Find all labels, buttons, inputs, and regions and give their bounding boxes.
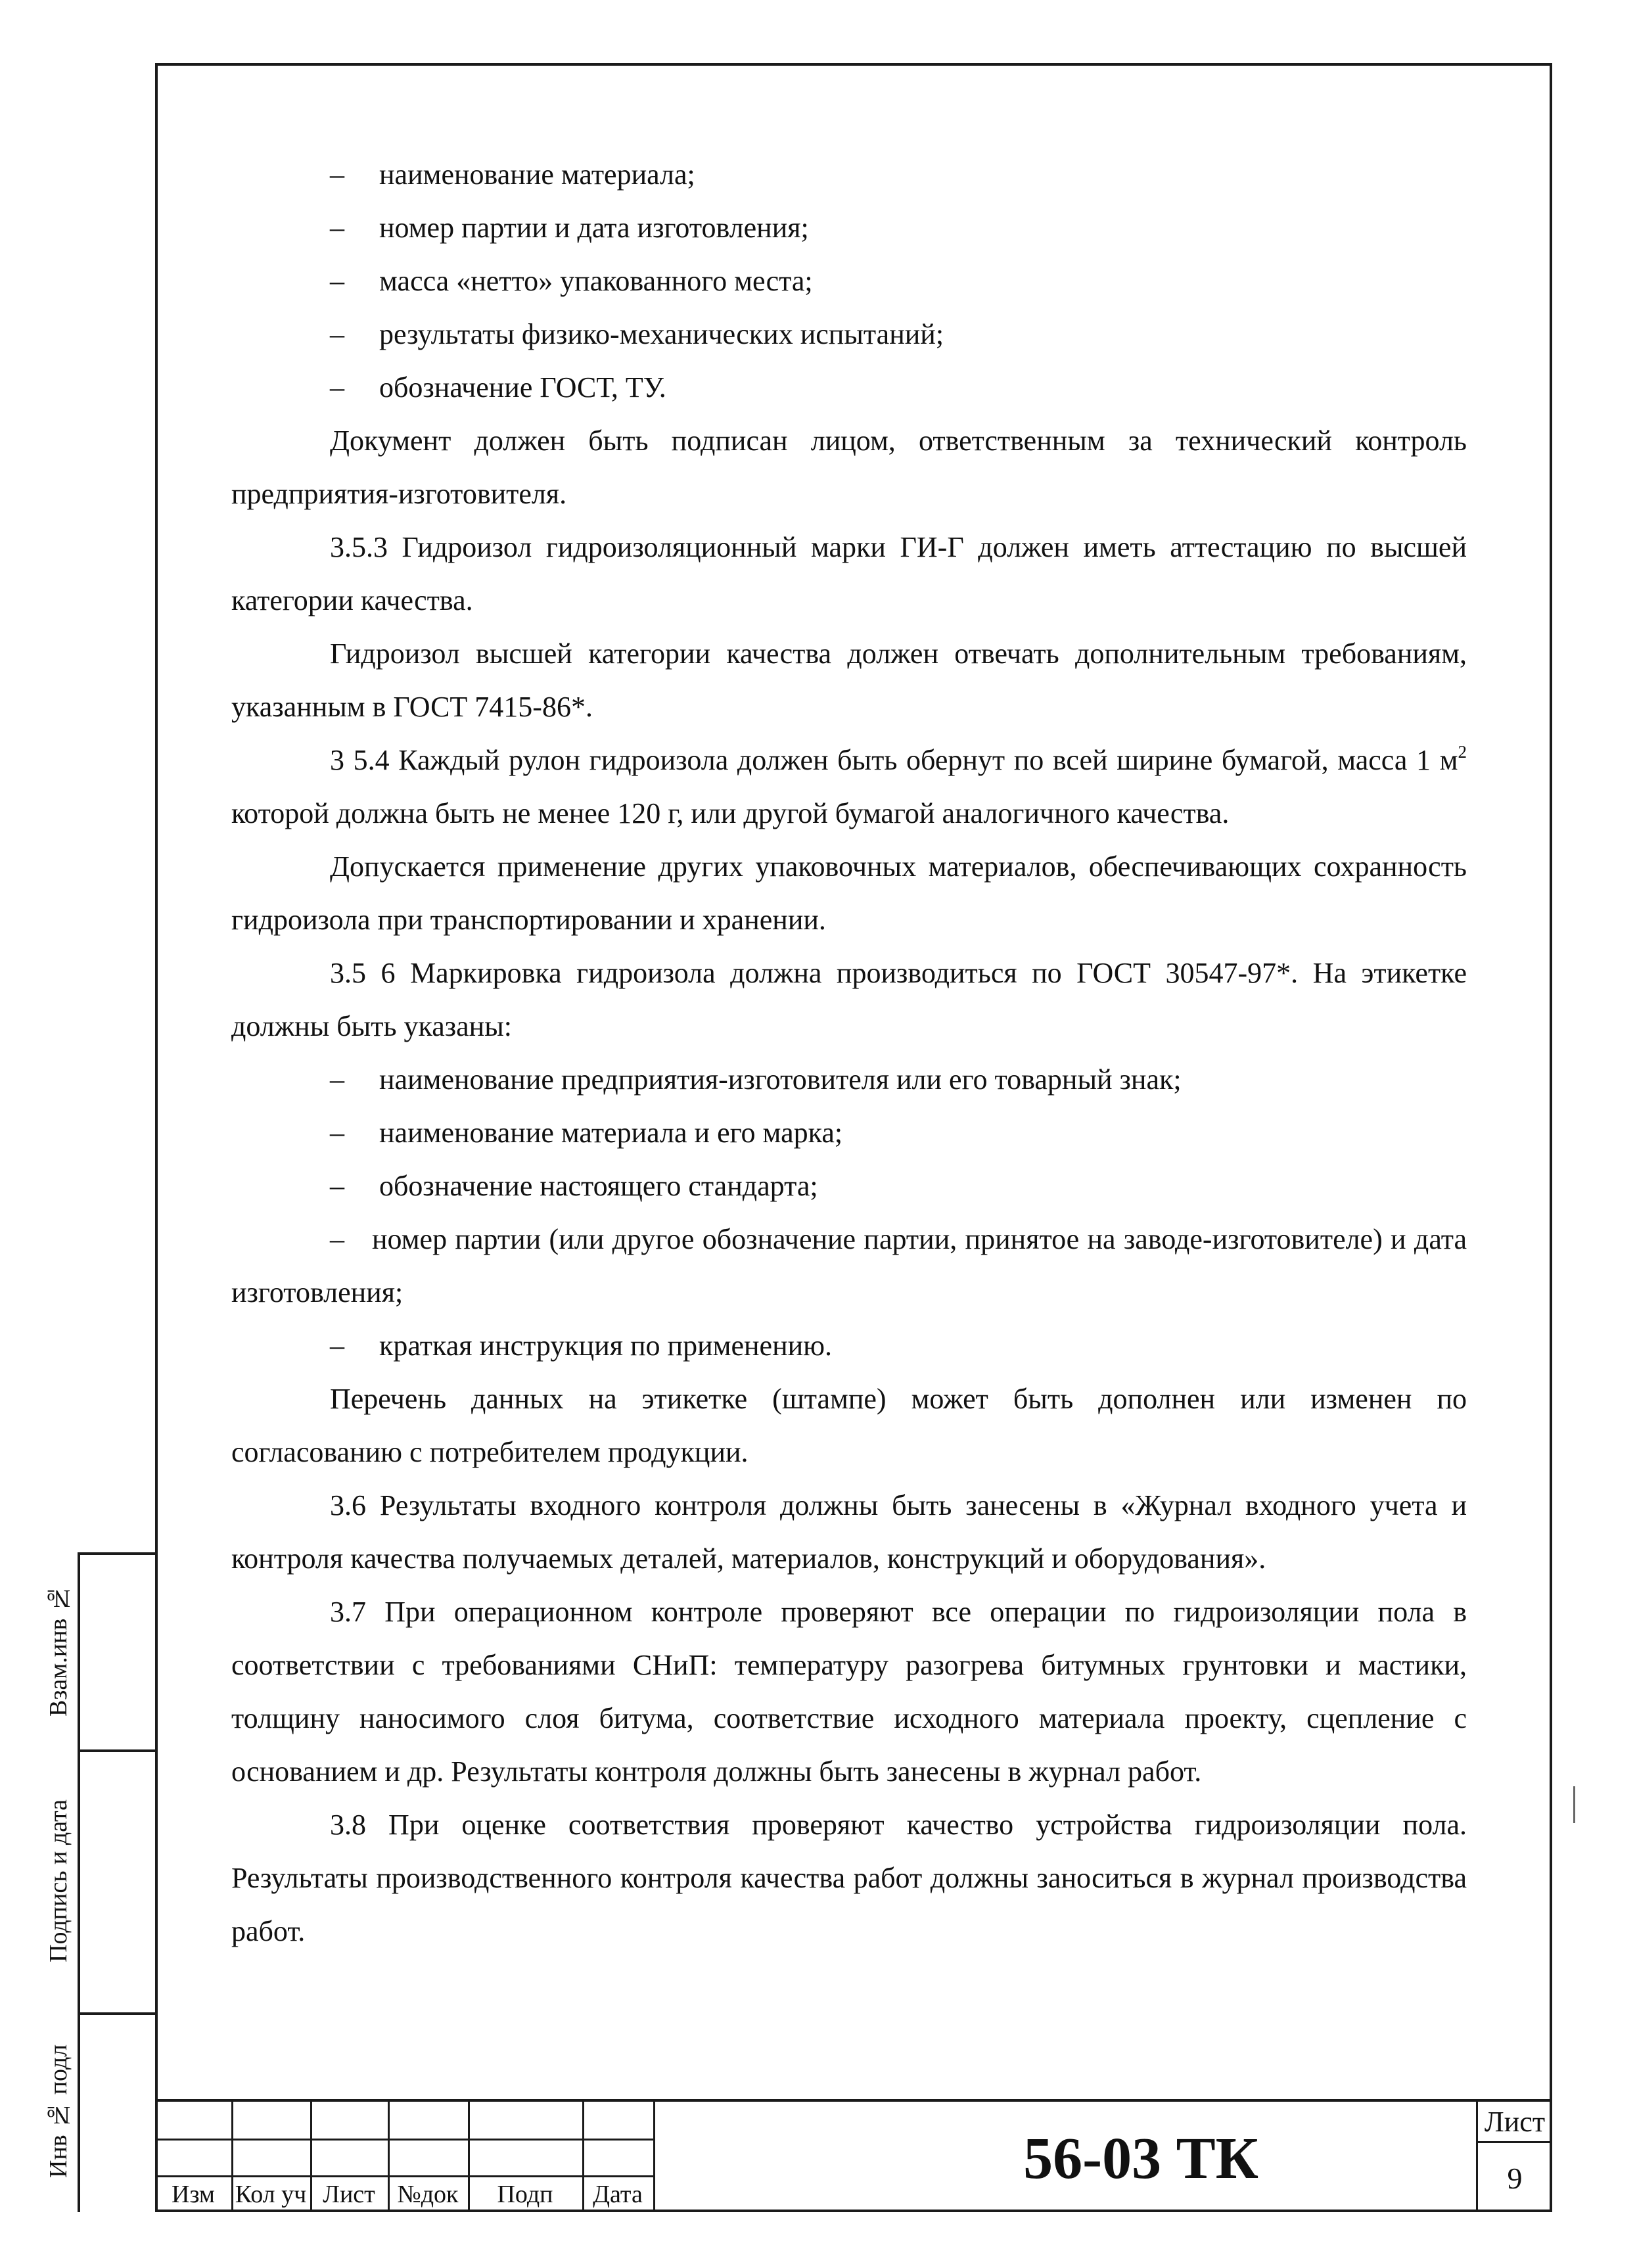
paragraph-3-5-4 xyxy=(231,733,1467,840)
col-label-ndok: №док xyxy=(397,2181,459,2208)
dash-marker: – xyxy=(330,265,344,297)
document-body xyxy=(231,148,1467,1958)
title-block xyxy=(155,2099,1552,2212)
sidebar-label-podpis: Подпись и дата xyxy=(45,1799,72,1963)
paragraph-3-7: 3.7 При операционном контроле проверяют все операции по гидроизоляции пола в соответствии с требованиями СНиП: температуру разогрева битумных грунтовки и мастики, толщину наносимого слоя битума, соответствие исходного материала проекту, сцепление с основанием и др. Результаты контроля должны быть занесены в журнал работ. xyxy=(231,1596,1467,1788)
list-item-text: обозначение настоящего стандарта; xyxy=(379,1170,818,1202)
list-item xyxy=(231,308,1467,361)
col-label-kol-uch: Кол уч xyxy=(235,2181,307,2208)
paragraph-3-5-4-part-a: 3 5.4 Каждый рулон гидроизола должен быть обернут по всей ширине бумагой, масса 1 м xyxy=(330,744,1458,776)
paragraph-document-signed: Документ должен быть подписан лицом, ответственным за технический контроль предприятия-изготовителя. xyxy=(231,425,1467,510)
list-item xyxy=(231,361,1467,414)
dash-marker: – xyxy=(330,212,344,244)
list-material-info xyxy=(231,148,1467,414)
dash-marker: – xyxy=(330,1063,344,1096)
dash-marker: – xyxy=(330,318,344,350)
sidebar-label-vzam: Взам.инв № xyxy=(45,1585,72,1717)
title-block-col-line xyxy=(653,2102,655,2212)
left-margin-stamp xyxy=(0,1552,155,2212)
sidebar-divider xyxy=(78,1552,155,1555)
superscript-2: 2 xyxy=(1458,742,1467,762)
list-item xyxy=(231,148,1467,201)
sheet-number: 9 xyxy=(1507,2162,1523,2195)
list-item xyxy=(231,1319,1467,1372)
list-item-text: обозначение ГОСТ, ТУ. xyxy=(379,371,666,404)
list-item-text: краткая инструкция по применению. xyxy=(379,1330,833,1362)
paragraph-3-5-3: 3.5.3 Гидроизол гидроизоляционный марки ГИ-Г должен иметь аттестацию по высшей категории качества. xyxy=(231,531,1467,616)
dash-marker: – xyxy=(330,1170,344,1202)
paragraph-3-6: 3.6 Результаты входного контроля должны быть занесены в «Журнал входного учета и контроля качества получаемых деталей, материалов, конструкций и оборудования». xyxy=(231,1489,1467,1575)
paragraph-3-5-6: 3.5 6 Маркировка гидроизола должна производиться по ГОСТ 30547-97*. На этикетке должны быть указаны: xyxy=(231,957,1467,1042)
paragraph-list-change: Перечень данных на этикетке (штампе) может быть дополнен или изменен по согласованию с потребителем продукции. xyxy=(231,1383,1467,1468)
col-label-podp: Подп xyxy=(497,2181,553,2208)
paragraph-3-8: 3.8 При оценке соответствия проверяют качество устройства гидроизоляции пола. Результаты производственного контроля качества работ должны заноситься в журнал производства работ. xyxy=(231,1809,1467,1947)
dash-marker: – xyxy=(330,1330,344,1362)
dash-marker: – xyxy=(330,371,344,404)
list-item-text: наименование материала и его марка; xyxy=(379,1117,843,1149)
col-label-data: Дата xyxy=(593,2181,643,2208)
title-block-row-line xyxy=(155,2139,653,2141)
list-item xyxy=(231,254,1467,308)
list-label-info xyxy=(231,1053,1467,1372)
col-label-izm: Изм xyxy=(172,2181,215,2208)
dash-marker: – xyxy=(330,158,344,191)
sidebar-label-inv-podl: Инв № подл xyxy=(45,2044,72,2178)
paragraph-higher-category: Гидроизол высшей категории качества должен отвечать дополнительным требованиям, указанным в ГОСТ 7415-86*. xyxy=(231,637,1467,723)
list-item-text: номер партии и дата изготовления; xyxy=(379,212,809,244)
title-block-col-line xyxy=(1476,2102,1478,2212)
list-item-text: номер партии (или другое обозначение партии, принятое на заводе-изготовителе) и дата изготовления; xyxy=(231,1223,1467,1308)
document-code: 56-03 ТК xyxy=(1023,2125,1258,2191)
list-item xyxy=(231,1159,1467,1213)
list-item xyxy=(231,201,1467,254)
list-item xyxy=(231,1213,1467,1319)
paragraph-3-5-4-part-b: которой должна быть не менее 120 г, или другой бумагой аналогичного качества. xyxy=(231,797,1230,829)
dash-marker: – xyxy=(330,1117,344,1149)
list-item xyxy=(231,1106,1467,1159)
col-label-list: Лист xyxy=(323,2181,375,2208)
sidebar-vertical-line xyxy=(78,1552,80,2212)
list-item-text: наименование материала; xyxy=(379,158,695,191)
title-block-row-line xyxy=(155,2175,653,2177)
sidebar-divider xyxy=(78,1749,155,1752)
list-item-text: результаты физико-механических испытаний; xyxy=(379,318,944,350)
list-item xyxy=(231,1053,1467,1106)
list-item-text: масса «нетто» упакованного места; xyxy=(379,265,813,297)
paragraph-other-packaging: Допускается применение других упаковочных материалов, обеспечивающих сохранность гидроизола при транспортировании и хранении. xyxy=(231,850,1467,936)
list-item-text: наименование предприятия-изготовителя или его товарный знак; xyxy=(379,1063,1182,1096)
sidebar-divider xyxy=(78,2012,155,2015)
sheet-label: Лист xyxy=(1484,2106,1546,2138)
dash-marker: – xyxy=(330,1223,344,1255)
scan-artifact-mark xyxy=(1573,1786,1575,1823)
